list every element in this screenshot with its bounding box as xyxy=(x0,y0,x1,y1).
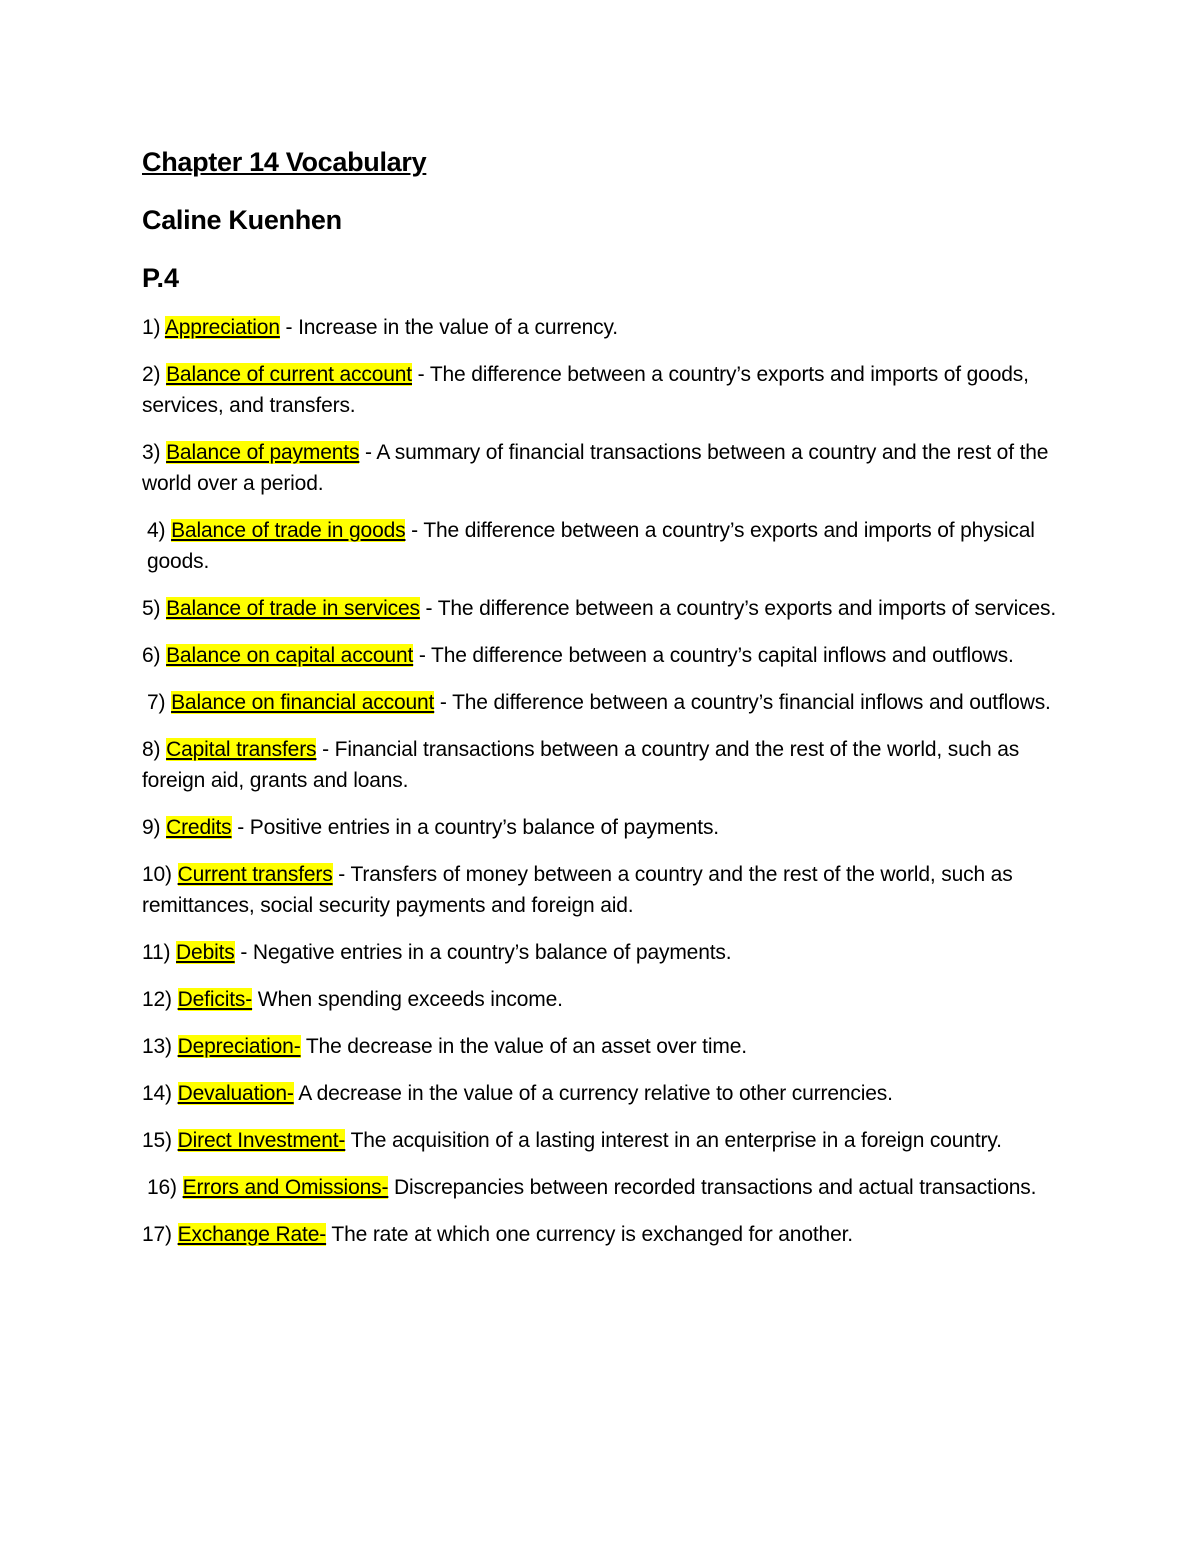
term-separator: - xyxy=(419,597,438,620)
entry-number: 16) xyxy=(147,1176,177,1199)
term-separator: - xyxy=(434,691,453,714)
term-definition: A summary of financial transactions between a country and the rest of the world over a period. xyxy=(142,441,1049,495)
entry-number: 4) xyxy=(147,519,166,542)
vocab-entry xyxy=(142,859,1070,921)
term-separator: - xyxy=(316,738,335,761)
entry-number: 3) xyxy=(142,441,161,464)
term-definition: A decrease in the value of a currency relative to other currencies. xyxy=(298,1082,893,1105)
term-text: Direct Investment- xyxy=(177,1129,346,1152)
highlighted-term xyxy=(183,1176,389,1199)
term-separator: - xyxy=(231,816,250,839)
term-definition: The difference between a country’s exports and imports of physical goods. xyxy=(147,519,1035,573)
entry-number: 1) xyxy=(142,316,161,339)
entry-number: 5) xyxy=(142,597,161,620)
highlighted-term xyxy=(178,1129,346,1152)
entry-number: 7) xyxy=(147,691,166,714)
vocab-entry xyxy=(142,984,1070,1015)
term-separator: - xyxy=(234,941,253,964)
term-definition: Financial transactions between a country and the rest of the world, such as foreign aid, grants and loans. xyxy=(142,738,1020,792)
term-separator: - xyxy=(359,441,377,464)
class-period: P.4 xyxy=(142,263,180,293)
entry-number: 14) xyxy=(142,1082,172,1105)
vocab-entry xyxy=(142,437,1070,499)
term-separator: - xyxy=(332,863,351,886)
highlighted-term xyxy=(165,316,280,339)
vocab-entry xyxy=(142,1078,1070,1109)
term-definition: The difference between a country’s exports and imports of services. xyxy=(437,597,1057,620)
highlighted-term xyxy=(171,519,405,542)
highlighted-term xyxy=(166,441,359,464)
vocab-entry xyxy=(142,687,1070,718)
vocab-entry xyxy=(142,593,1070,624)
vocab-entry xyxy=(142,640,1070,671)
term-separator: - xyxy=(411,363,430,386)
term-separator: - xyxy=(279,316,299,339)
entry-number: 6) xyxy=(142,644,161,667)
highlighted-term xyxy=(166,363,412,386)
vocab-entry xyxy=(142,359,1070,421)
term-text: Deficits- xyxy=(177,988,253,1011)
vocab-entry xyxy=(142,1219,1070,1250)
entry-number: 12) xyxy=(142,988,172,1011)
term-text: Debits xyxy=(176,941,235,964)
term-text: Balance of trade in goods xyxy=(171,519,406,542)
entry-number: 13) xyxy=(142,1035,172,1058)
highlighted-term xyxy=(166,644,413,667)
highlighted-term xyxy=(166,738,316,761)
term-separator: - xyxy=(405,519,424,542)
term-definition: Transfers of money between a country and the rest of the world, such as remittances, social security payments and foreign aid. xyxy=(142,863,1013,917)
entry-number: 9) xyxy=(142,816,161,839)
vocab-entry xyxy=(142,1031,1070,1062)
entry-number: 11) xyxy=(142,941,171,964)
term-text: Balance on financial account xyxy=(171,691,435,714)
vocab-entry xyxy=(142,312,1070,343)
vocab-entry xyxy=(142,1125,1070,1156)
vocab-entry xyxy=(142,734,1070,796)
vocab-entry xyxy=(142,1172,1070,1203)
highlighted-term xyxy=(176,941,235,964)
highlighted-term xyxy=(178,863,333,886)
vocab-entry xyxy=(142,515,1070,577)
highlighted-term xyxy=(178,1223,327,1246)
term-definition: The decrease in the value of an asset over time. xyxy=(305,1035,747,1058)
entry-number: 15) xyxy=(142,1129,172,1152)
term-definition: The acquisition of a lasting interest in an enterprise in a foreign country. xyxy=(350,1129,1002,1152)
term-definition: Increase in the value of a currency. xyxy=(298,316,618,339)
highlighted-term xyxy=(171,691,434,714)
term-text: Appreciation xyxy=(164,316,280,339)
term-text: Capital transfers xyxy=(166,738,317,761)
term-definition: Positive entries in a country’s balance of payments. xyxy=(249,816,719,839)
term-text: Devaluation- xyxy=(177,1082,294,1105)
term-definition: Negative entries in a country’s balance of payments. xyxy=(252,941,732,964)
term-definition: The difference between a country’s financial inflows and outflows. xyxy=(452,691,1051,714)
term-text: Exchange Rate- xyxy=(177,1223,327,1246)
term-text: Balance of payments xyxy=(166,441,360,464)
term-text: Credits xyxy=(166,816,232,839)
author-name: Caline Kuenhen xyxy=(142,205,342,235)
entry-number: 2) xyxy=(142,363,161,386)
term-definition: The difference between a country’s exports and imports of goods, services, and transfers. xyxy=(142,363,1029,417)
highlighted-term xyxy=(166,816,231,839)
highlighted-term xyxy=(178,1035,301,1058)
term-text: Balance of current account xyxy=(166,363,412,386)
term-definition: When spending exceeds income. xyxy=(257,988,563,1011)
term-text: Current transfers xyxy=(177,863,333,886)
entry-number: 8) xyxy=(142,738,161,761)
term-text: Balance on capital account xyxy=(166,644,414,667)
term-text: Errors and Omissions- xyxy=(182,1176,389,1199)
highlighted-term xyxy=(166,597,420,620)
vocab-entry xyxy=(142,812,1070,843)
term-definition: The rate at which one currency is exchanged for another. xyxy=(331,1223,853,1246)
highlighted-term xyxy=(178,988,253,1011)
document-title: Chapter 14 Vocabulary xyxy=(142,147,427,177)
vocab-entry xyxy=(142,937,1070,968)
term-definition: The difference between a country’s capital inflows and outflows. xyxy=(431,644,1014,667)
vocabulary-list xyxy=(142,312,1070,1250)
term-text: Balance of trade in services xyxy=(166,597,420,620)
term-separator: - xyxy=(413,644,432,667)
highlighted-term xyxy=(178,1082,294,1105)
term-definition: Discrepancies between recorded transactions and actual transactions. xyxy=(394,1176,1037,1199)
entry-number: 10) xyxy=(142,863,172,886)
entry-number: 17) xyxy=(142,1223,172,1246)
term-text: Depreciation- xyxy=(177,1035,301,1058)
